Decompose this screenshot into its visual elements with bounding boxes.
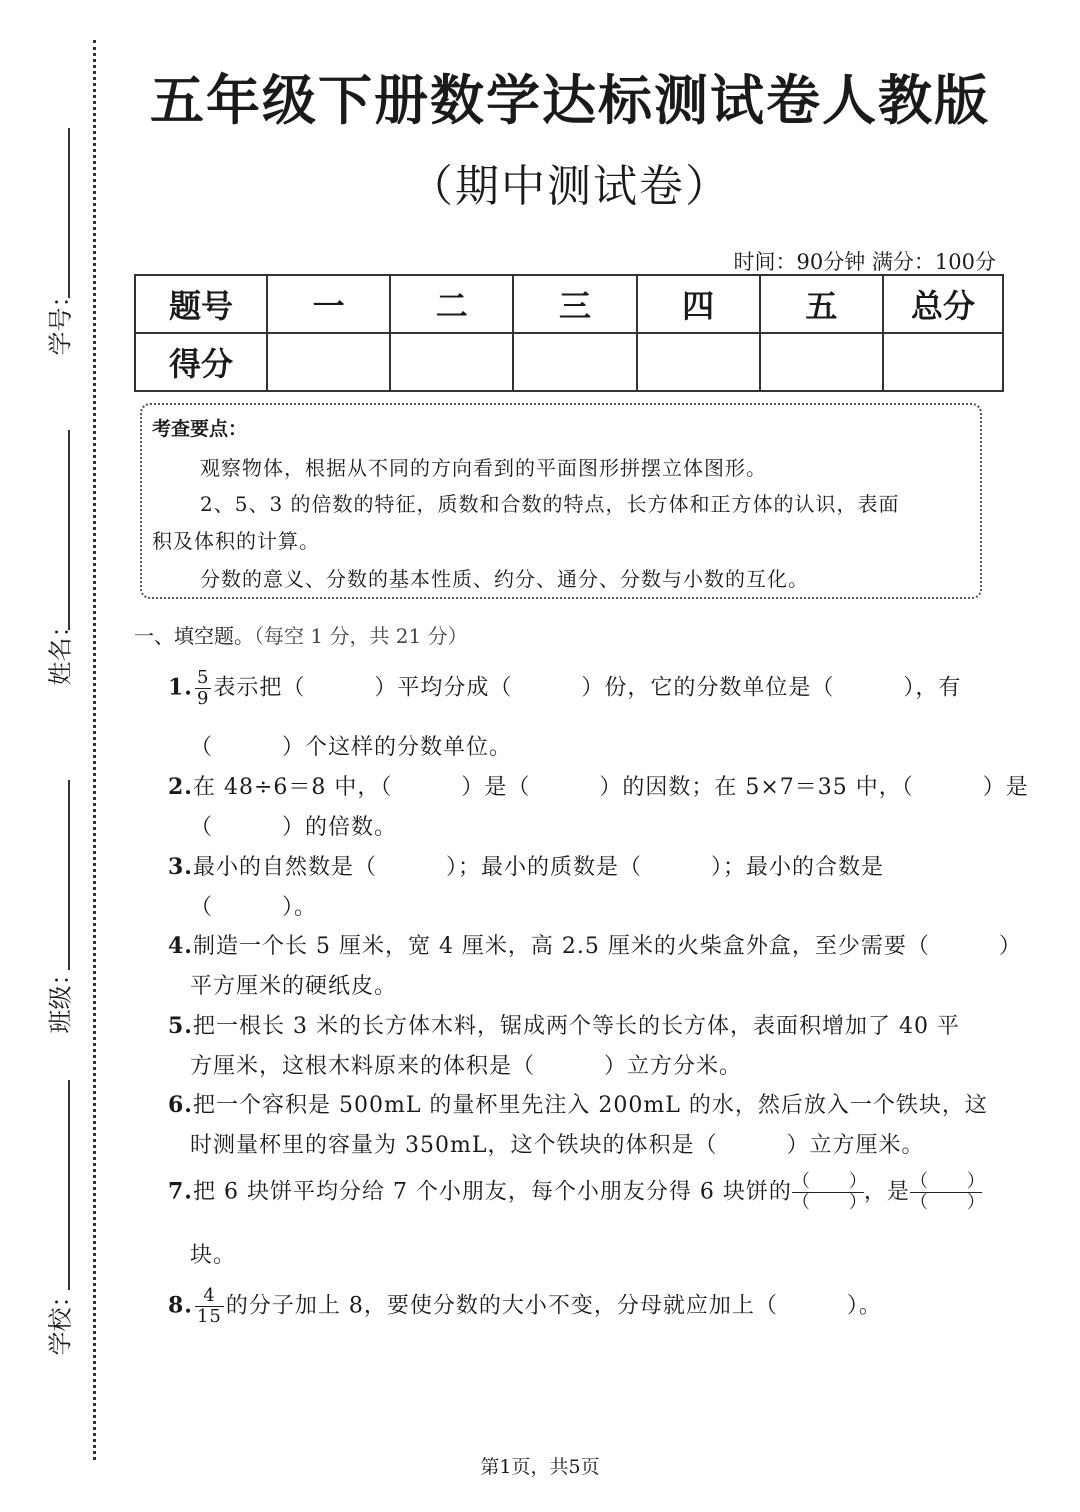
score-cell[interactable]: [760, 333, 883, 391]
blank-fraction[interactable]: [791, 1171, 868, 1213]
blank-fraction[interactable]: [909, 1171, 986, 1213]
binding-dotted-line: [93, 40, 96, 1460]
score-cell[interactable]: [637, 333, 760, 391]
key-point-line: 观察物体，根据从不同的方向看到的平面图形拼摆立体图形。: [200, 456, 767, 480]
question-4-line-2: 平方厘米的硬纸皮。: [190, 974, 398, 999]
question-text: ，是: [863, 1179, 910, 1205]
key-point-line: 2、5、3 的倍数的特征，质数和合数的特点，长方体和正方体的认识，表面: [200, 492, 900, 516]
question-text: 制造一个长 5 厘米，宽 4 厘米，高 2.5 厘米的火柴盒外盒，至少需要（ ）: [192, 934, 1022, 959]
score-header-cell: 一: [267, 275, 390, 333]
score-row-label: 得分: [135, 333, 267, 391]
page-footer: 第1页，共5页: [480, 1456, 600, 1478]
question-1: [168, 668, 961, 709]
score-header-cell: 三: [513, 275, 636, 333]
question-text: 把 6 块饼平均分给 7 个小朋友，每个小朋友分得 6 块饼的: [192, 1179, 792, 1205]
fraction-denominator: 9: [196, 688, 210, 709]
name-rule: [68, 430, 70, 630]
student-id-rule: [68, 128, 70, 298]
fraction-denominator: 15: [196, 1306, 222, 1327]
school-rule: [68, 1080, 70, 1290]
question-number: 7.: [168, 1178, 193, 1205]
fraction-numerator: 4: [195, 1286, 224, 1307]
exam-meta: 时间：90分钟 满分：100分: [733, 250, 996, 274]
question-5-line-2: 方厘米，这根木料原来的体积是（ ）立方分米。: [190, 1054, 743, 1079]
class-label: 班级：: [46, 961, 75, 1034]
score-table-header-row: [135, 275, 1003, 333]
school-label: 学校：: [46, 1283, 75, 1356]
key-point-line: 分数的意义、分数的基本性质、约分、通分、分数与小数的互化。: [200, 567, 809, 591]
score-header-cell: 二: [390, 275, 513, 333]
question-number: 1.: [168, 674, 193, 701]
score-cell[interactable]: [390, 333, 513, 391]
question-2-line-2: （ ）的倍数。: [190, 815, 398, 840]
score-header-cell: 题号: [135, 275, 267, 333]
score-header-cell: 总分: [883, 275, 1003, 333]
question-1-line-2: （ ）个这样的分数单位。: [190, 735, 513, 760]
section-1-note: （每空 1 分，共 21 分）: [254, 624, 468, 648]
question-8: [168, 1286, 882, 1327]
question-number: 6.: [168, 1092, 193, 1118]
question-7: [168, 1171, 986, 1213]
question-number: 3.: [168, 854, 193, 880]
student-id-label: 学号：: [46, 283, 75, 356]
score-cell[interactable]: [513, 333, 636, 391]
question-6: [168, 1088, 988, 1119]
page-title: 五年级下册数学达标测试卷人教版: [150, 69, 990, 132]
question-text: 表示把（ ）平均分成（ ）份，它的分数单位是（ ），有: [213, 675, 962, 701]
section-1-title: 一、填空题。: [134, 624, 254, 648]
fraction: [195, 668, 211, 709]
blank-numerator: （ ）: [909, 1171, 986, 1192]
question-3-line-2: （ ）。: [190, 895, 318, 920]
score-cell[interactable]: [267, 333, 390, 391]
blank-denominator: （ ）: [791, 1192, 868, 1213]
fraction-numerator: 5: [196, 667, 210, 688]
question-5: [168, 1009, 960, 1040]
question-3: [168, 850, 884, 881]
blank-numerator: （ ）: [791, 1171, 868, 1192]
score-cell[interactable]: [883, 333, 1003, 391]
section-1-heading: [134, 620, 468, 649]
page-subtitle: （期中测试卷）: [409, 161, 731, 212]
question-number: 8.: [168, 1292, 193, 1319]
question-6-line-2: 时测量杯里的容量为 350mL，这个铁块的体积是（ ）立方厘米。: [190, 1133, 925, 1158]
blank-denominator: （ ）: [909, 1192, 986, 1213]
class-rule: [68, 780, 70, 970]
question-number: 5.: [168, 1013, 193, 1039]
question-2: [168, 770, 1029, 801]
question-7-line-2: 块。: [190, 1243, 237, 1268]
score-header-cell: 五: [760, 275, 883, 333]
score-header-cell: 四: [637, 275, 760, 333]
question-text: 的分子加上 8，要使分数的大小不变，分母就应加上（ ）。: [225, 1293, 882, 1319]
key-point-line: 积及体积的计算。: [152, 529, 320, 553]
question-number: 2.: [168, 774, 193, 800]
question-text: 把一根长 3 米的长方体木料，锯成两个等长的长方体，表面积增加了 40 平: [192, 1014, 960, 1039]
score-table-score-row: [135, 333, 1003, 391]
fraction: [195, 1286, 224, 1327]
question-text: 在 48÷6＝8 中，（ ）是（ ）的因数；在 5×7＝35 中，（ ）是: [192, 775, 1029, 800]
key-points-title: 考查要点：: [152, 418, 248, 440]
question-number: 4.: [168, 933, 193, 959]
question-4: [168, 929, 1022, 960]
name-label: 姓名：: [46, 613, 75, 686]
score-table: [134, 274, 1004, 392]
question-text: 把一个容积是 500mL 的量杯里先注入 200mL 的水，然后放入一个铁块，这: [192, 1093, 988, 1118]
question-text: 最小的自然数是（ ）；最小的质数是（ ）；最小的合数是: [192, 855, 884, 880]
